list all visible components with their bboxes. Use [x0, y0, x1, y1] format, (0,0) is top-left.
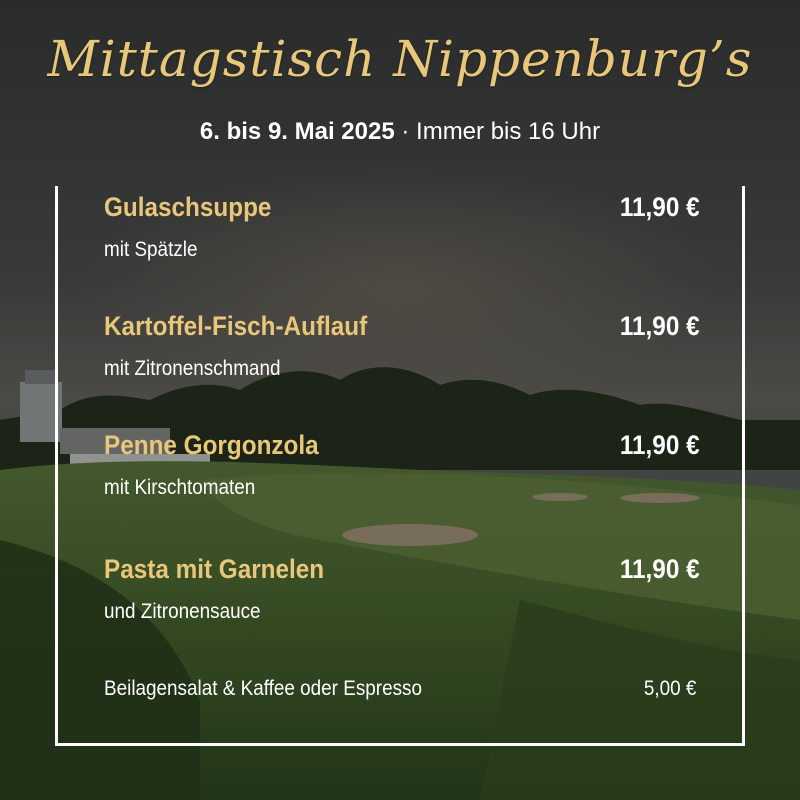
menu-item-price: 11,90 € — [620, 430, 700, 460]
menu-item-price: 11,90 € — [620, 311, 700, 341]
menu-extra-label: Beilagensalat & Kaffee oder Espresso — [104, 677, 423, 700]
menu-item-name: Penne Gorgonzola — [104, 430, 319, 460]
menu-item-name: Kartoffel-Fisch-Auflauf — [104, 311, 368, 341]
menu-title: Mittagstisch Nippenburg’s — [47, 30, 753, 88]
menu-extra-price: 5,00 € — [643, 677, 696, 700]
time-note: Immer bis 16 Uhr — [416, 118, 601, 145]
menu-item-price: 11,90 € — [620, 192, 700, 222]
subtitle-separator: · — [394, 118, 417, 145]
menu-item-name: Pasta mit Garnelen — [104, 554, 325, 584]
menu-item-description: mit Spätzle — [104, 238, 198, 261]
menu-item-name: Gulaschsuppe — [104, 192, 272, 222]
menu-item-price: 11,90 € — [620, 554, 700, 584]
menu-subtitle — [0, 118, 800, 146]
date-range: 6. bis 9. Mai 2025 — [199, 118, 395, 145]
menu-frame — [55, 186, 745, 746]
menu-item-description: mit Zitronenschmand — [104, 357, 281, 380]
menu-item-description: und Zitronensauce — [104, 600, 261, 623]
menu-item-description: mit Kirschtomaten — [104, 476, 256, 499]
